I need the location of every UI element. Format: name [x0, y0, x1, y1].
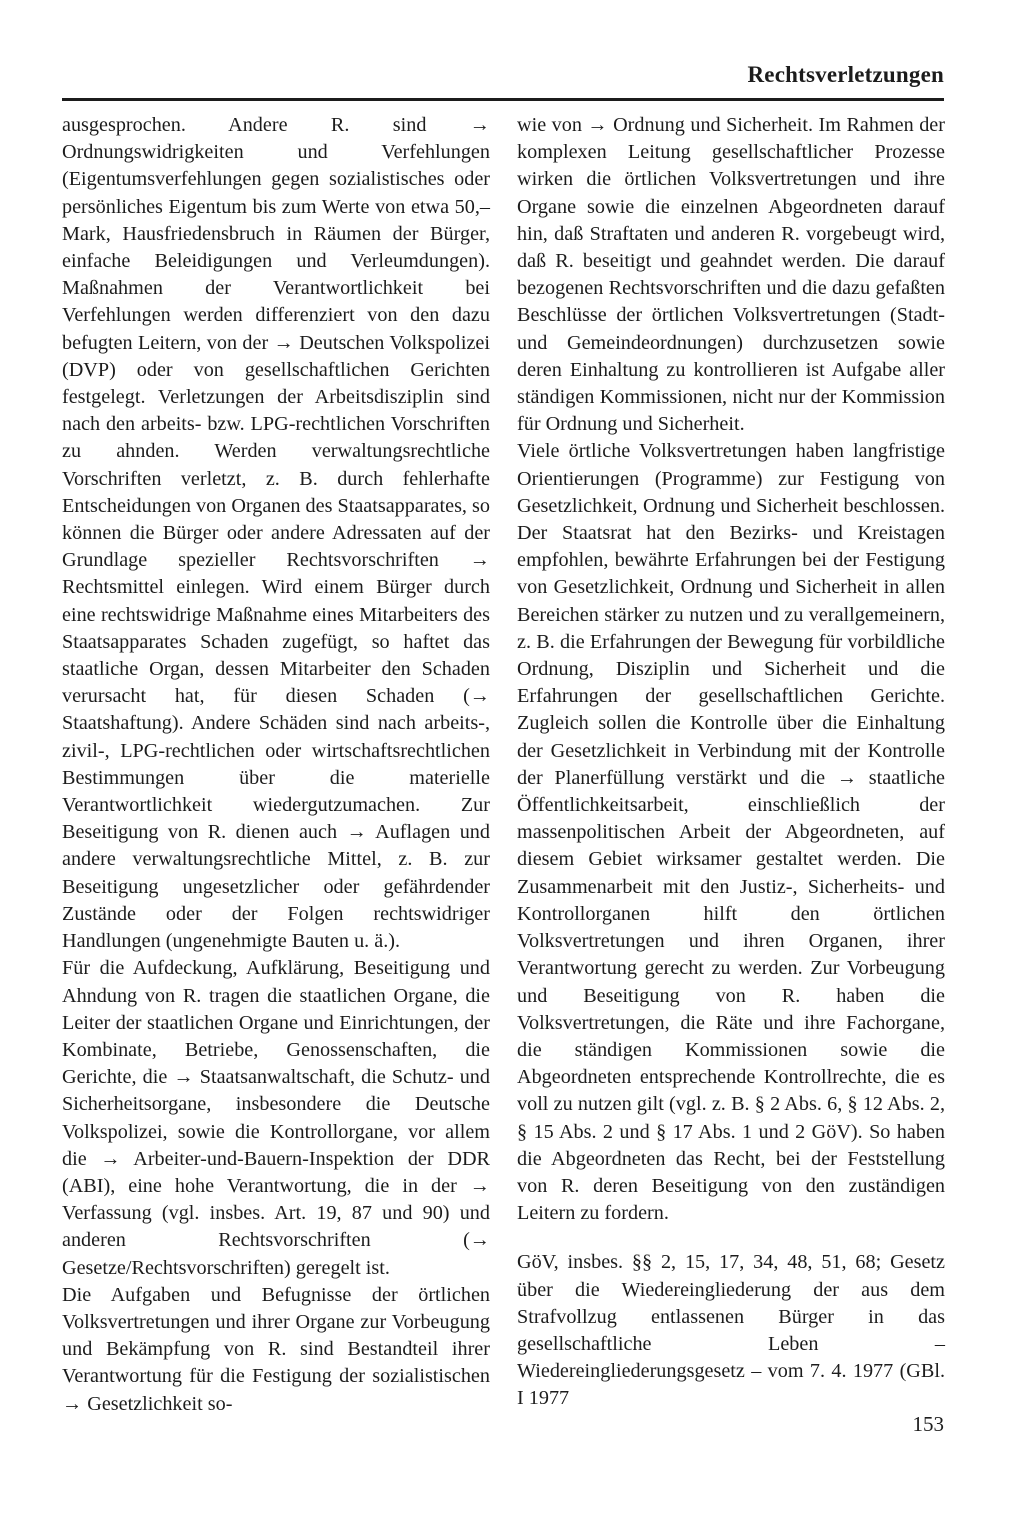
right-column: [517, 112, 945, 1413]
right-paragraph-2: Viele örtliche Volksvertretungen haben langfristige Orientierungen (Programme) zur Festigung von Gesetzlichkeit, Ordnung und Sicherheit beschlossen. Der Staatsrat hat den Bezirks- und Kreistagen empfohlen, bewährte Erfahrungen bei der Festigung von Gesetzlichkeit, Ordnung und Sicherheit in allen Bereichen stärker zu nutzen und zu verallgemeinern, z. B. die Erfahrungen der Bewegung für vorbildliche Ordnung, Disziplin und Sicherheit und die Erfahrungen der gesellschaftlichen Gerichte. Zugleich sollen die Kontrolle über die Einhaltung der Gesetzlichkeit in Verbindung mit der Kontrolle der Planerfüllung verstärkt und die → staatliche Öffentlichkeitsarbeit, einschließlich der massenpolitischen Arbeit der Abgeordneten, auf diesem Gebiet wirksamer gestaltet werden. Die Zusammenarbeit mit den Justiz-, Sicherheits- und Kontrollorganen hilft den örtlichen Volksvertretungen und ihren Organen, ihrer Verantwortung gerecht zu werden. Zur Vorbeugung und Beseitigung von R. haben die Volksvertretungen, die Räte und ihre Fachorgane, die ständigen Kommissionen sowie die Abgeordneten entsprechende Kontrollrechte, die es voll zu nutzen gilt (vgl. z. B. § 2 Abs. 6, § 12 Abs. 2, § 15 Abs. 2 und § 17 Abs. 1 und 2 GöV). So haben die Abgeordneten das Recht, bei der Feststellung von R. deren Beseitigung von den zuständigen Leitern zu fordern.: [517, 440, 945, 1225]
page-number: 153: [912, 1412, 944, 1436]
references-block: GöV, insbes. §§ 2, 15, 17, 34, 48, 51, 68; Gesetz über die Wiedereingliederung der aus dem Strafvollzug entlassenen Bürger in das gesellschaftliche Leben – Wiedereingliederungsgesetz – vom 7. 4. 1977 (GBl. I 1977: [517, 1251, 945, 1410]
left-paragraph-1: ausgesprochen. Andere R. sind → Ordnungswidrigkeiten und Verfehlungen (Eigentumsverfehlungen gegen sozialistisches oder persönliches Eigentum bis zum Werte von etwa 50,– Mark, Hausfriedensbruch in Räumen der Bürger, einfache Beleidigungen und Verleumdungen). Maßnahmen der Verantwortlichkeit bei Verfehlungen werden differenziert von den dazu befugten Leitern, von der → Deutschen Volkspolizei (DVP) oder von gesellschaftlichen Gerichten festgelegt. Verletzungen der Arbeitsdisziplin sind nach den arbeits- bzw. LPG-rechtlichen Vorschriften zu ahnden. Werden verwaltungsrechtliche Vorschriften verletzt, z. B. durch fehlerhafte Entscheidungen von Organen des Staatsapparates, so können die Bürger oder andere Adressaten auf der Grundlage spezieller Rechtsvorschriften → Rechtsmittel einlegen. Wird einem Bürger durch eine rechtswidrige Maßnahme eines Mitarbeiters des Staatsapparates Schaden zugefügt, so haftet das staatliche Organ, dessen Mitarbeiter den Schaden verursacht hat, für diesen Schaden (→ Staatshaftung). Andere Schäden sind nach arbeits-, zivil-, LPG-rechtlichen oder wirtschaftsrechtlichen Bestimmungen über die materielle Verantwortlichkeit wiedergutzumachen. Zur Beseitigung von R. dienen auch → Auflagen und andere verwaltungsrechtliche Mittel, z. B. zur Beseitigung ungesetzlicher oder gefährdender Zustände oder der Folgen rechtswidriger Handlungen (ungenehmigte Bauten u. ä.).: [62, 114, 490, 953]
left-paragraph-3: Die Aufgaben und Befugnisse der örtlichen Volksvertretungen und ihrer Organe zur Vorbeugung und Bekämpfung von R. sind Bestandteil ihrer Verantwortung für die Festigung der sozialistischen → Gesetzlichkeit so-: [62, 1283, 490, 1415]
right-paragraph-1: wie von → Ordnung und Sicherheit. Im Rahmen der komplexen Leitung gesellschaftlicher Prozesse wirken die örtlichen Volksvertretungen und ihre Organe sowie die einzelnen Abgeordneten darauf hin, daß Straftaten und anderen R. vorgebeugt wird, daß R. beseitigt und geahndet werden. Die darauf bezogenen Rechtsvorschriften und die dazu gefaßten Beschlüsse der örtlichen Volksvertretungen (Stadt- und Gemeindeordnungen) durchzusetzen sowie deren Einhaltung zu kontrollieren ist Aufgabe aller ständigen Kommissionen, nicht nur der Kommission für Ordnung und Sicherheit.: [517, 114, 945, 436]
left-column: [62, 112, 490, 1418]
header-rule: [62, 98, 944, 101]
left-paragraph-2: Für die Aufdeckung, Aufklärung, Beseitigung und Ahndung von R. tragen die staatlichen Organe, die Leiter der staatlichen Organe und Einrichtungen, der Kombinate, Betriebe, Genossenschaften, die Gerichte, die → Staatsanwaltschaft, die Schutz- und Sicherheitsorgane, insbesondere die Deutsche Volkspolizei, sowie die Kontrollorgane, vor allem die → Arbeiter-und-Bauern-Inspektion der DDR (ABI), eine hohe Verantwortung, die in der → Verfassung (vgl. insbes. Art. 19, 87 und 90) und anderen Rechtsvorschriften (→ Gesetze/Rechtsvorschriften) geregelt ist.: [62, 957, 490, 1279]
running-header-title: Rechtsverletzungen: [747, 62, 944, 87]
